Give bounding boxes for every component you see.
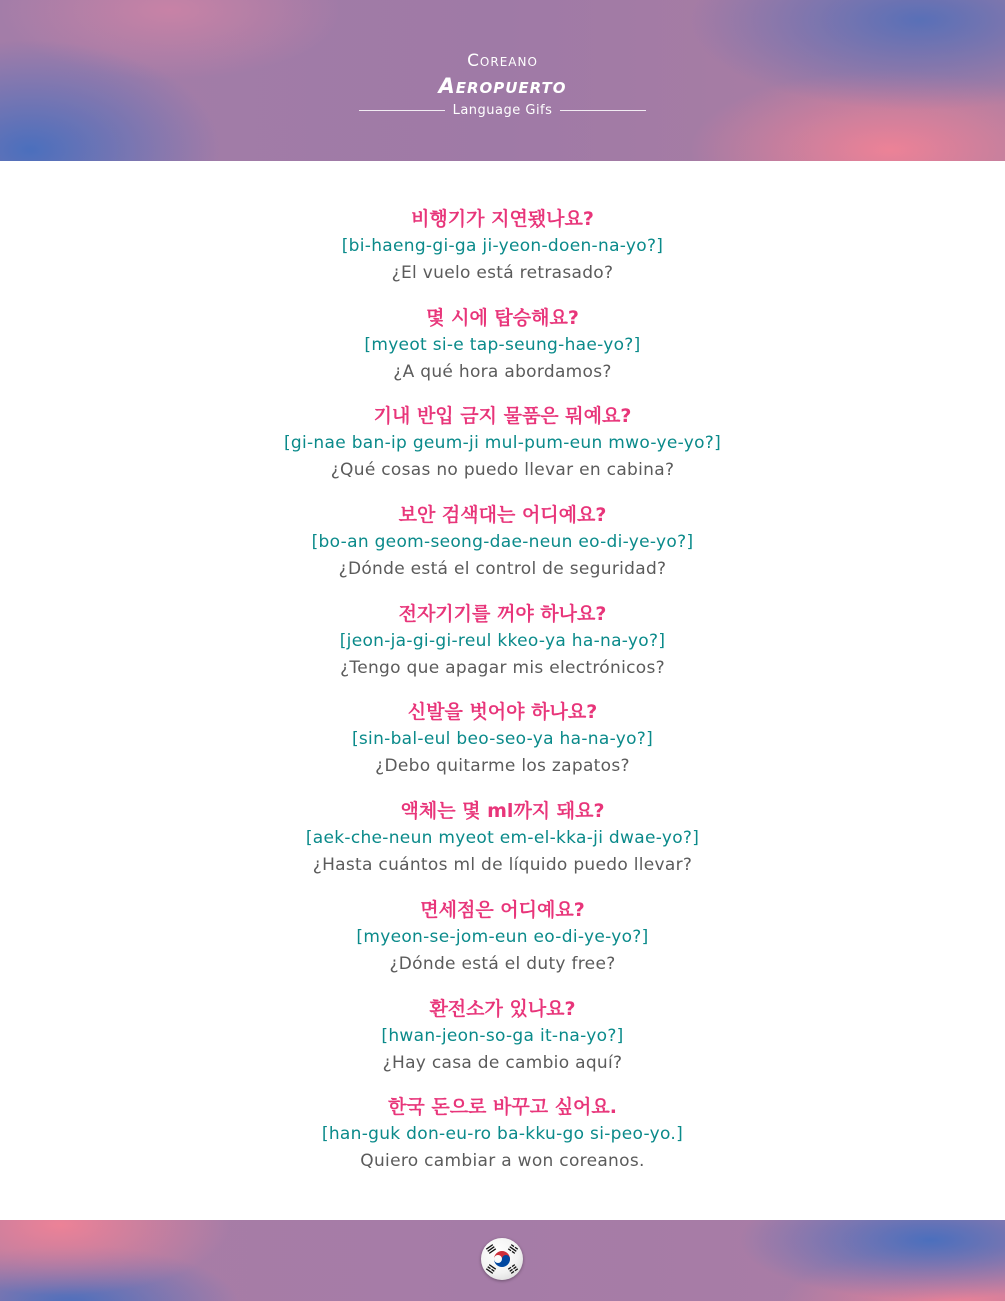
romanization: [aek-che-neun myeot em-el-kka-ji dwae-yo?] bbox=[305, 828, 700, 849]
spanish-translation: ¿El vuelo está retrasado? bbox=[391, 263, 614, 283]
spanish-translation: ¿Hasta cuántos ml de líquido puedo llevar? bbox=[312, 855, 693, 876]
romanization: [han-guk don-eu-ro ba-kku-go si-peo-yo.] bbox=[321, 1124, 684, 1145]
flag-graphic bbox=[481, 1238, 523, 1280]
phrase-item bbox=[0, 996, 1005, 1095]
korean-phrase: 비행기가 지연됐나요? bbox=[411, 208, 594, 230]
korean-phrase: 기내 반입 금지 물품은 뭐예요? bbox=[373, 405, 632, 428]
taegeuk-symbol bbox=[494, 1251, 510, 1267]
spanish-translation: ¿Dónde está el duty free? bbox=[389, 953, 616, 974]
romanization: [bo-an geom-seong-dae-neun eo-di-ye-yo?] bbox=[311, 532, 694, 553]
page-title: Aeropuerto bbox=[438, 74, 567, 98]
phrase-item bbox=[0, 699, 1005, 798]
phrase-item bbox=[0, 897, 1005, 996]
spanish-translation: ¿Hay casa de cambio aquí? bbox=[382, 1052, 623, 1073]
credit-row bbox=[359, 100, 646, 120]
romanization: [myeot si-e tap-seung-hae-yo?] bbox=[364, 334, 641, 355]
brand-credit: Language Gifs bbox=[452, 102, 553, 118]
romanization: [bi-haeng-gi-ga ji-yeon-doen-na-yo?] bbox=[341, 236, 664, 256]
phrase-item bbox=[0, 403, 1005, 502]
korean-phrase: 전자기기를 꺼야 하나요? bbox=[398, 602, 607, 625]
phrase-item bbox=[0, 601, 1005, 700]
romanization: [gi-nae ban-ip geum-ji mul-pum-eun mwo-ye-yo?] bbox=[283, 433, 722, 454]
spanish-translation: ¿Tengo que apagar mis electrónicos? bbox=[340, 657, 665, 678]
divider-left bbox=[359, 110, 445, 111]
romanization: [myeon-se-jom-eun eo-di-ye-yo?] bbox=[356, 926, 649, 947]
korean-phrase: 환전소가 있나요? bbox=[429, 997, 576, 1020]
romanization: [hwan-jeon-so-ga it-na-yo?] bbox=[381, 1025, 624, 1046]
korean-phrase: 신발을 벗어야 하나요? bbox=[407, 701, 598, 724]
korean-phrase: 보안 검색대는 어디예요? bbox=[398, 504, 607, 527]
spanish-translation: ¿A qué hora abordamos? bbox=[393, 361, 612, 382]
korean-phrase: 몇 시에 탑승해요? bbox=[426, 306, 579, 329]
romanization: [sin-bal-eul beo-seo-ya ha-na-yo?] bbox=[351, 729, 654, 750]
phrase-item bbox=[0, 206, 1005, 305]
korean-phrase: 액체는 몇 ml까지 돼요? bbox=[400, 800, 605, 823]
korean-phrase: 면세점은 어디예요? bbox=[420, 898, 585, 921]
phrase-item bbox=[0, 798, 1005, 897]
romanization: [jeon-ja-gi-gi-reul kkeo-ya ha-na-yo?] bbox=[339, 630, 666, 651]
south-korea-flag-icon bbox=[481, 1238, 523, 1280]
spanish-translation: ¿Qué cosas no puedo llevar en cabina? bbox=[330, 460, 675, 481]
footer-banner bbox=[0, 1220, 1005, 1301]
header-banner bbox=[0, 0, 1005, 161]
phrase-item bbox=[0, 502, 1005, 601]
phrase-list bbox=[0, 206, 1005, 1193]
spanish-translation: Quiero cambiar a won coreanos. bbox=[360, 1151, 645, 1172]
spanish-translation: ¿Debo quitarme los zapatos? bbox=[375, 756, 630, 777]
phrase-item bbox=[0, 305, 1005, 404]
language-label: Coreano bbox=[467, 51, 538, 71]
divider-right bbox=[560, 110, 646, 111]
spanish-translation: ¿Dónde está el control de seguridad? bbox=[338, 559, 667, 580]
korean-phrase: 한국 돈으로 바꾸고 싶어요. bbox=[388, 1096, 617, 1119]
phrase-item bbox=[0, 1094, 1005, 1193]
